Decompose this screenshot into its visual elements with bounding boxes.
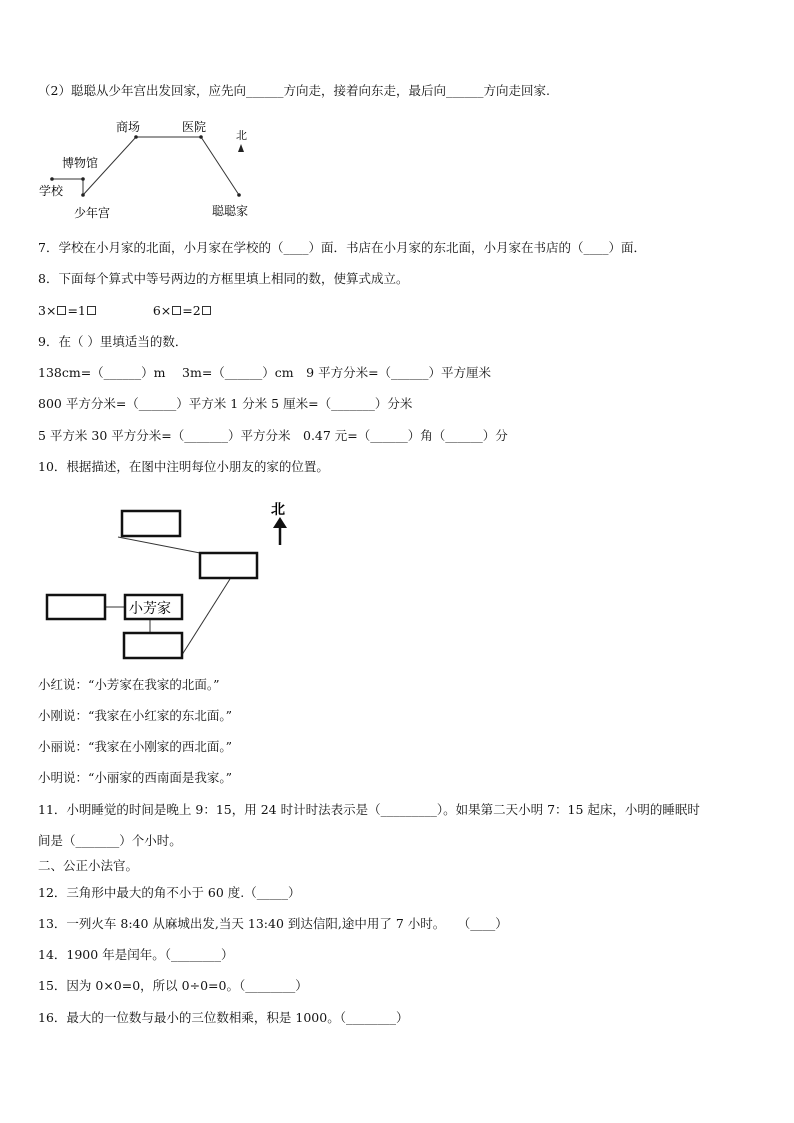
question-12: 12．三角形中最大的角不小于 60 度.（_____） [38,885,301,900]
blank-box-west[interactable] [47,595,105,619]
statement-xiaogang: 小刚说：“我家在小红家的东北面。” [38,708,233,723]
north-label: 北 [236,129,247,142]
question-11-line-2: 间是（_______）个小时。 [38,833,182,848]
label-museum: 博物馆 [62,156,99,170]
expr1-left: 3× [38,303,57,318]
statement-xiaoli: 小丽说：“我家在小刚家的西北面。” [38,739,233,754]
answer-box[interactable] [202,306,211,315]
blank-box-east[interactable] [200,553,257,578]
question-9-line-2: 800 平方分米=（______）平方米 1 分米 5 厘米=（_______）分米 [38,396,413,411]
question-10: 10．根据描述，在图中注明每位小朋友的家的位置。 [38,459,329,474]
label-school: 学校 [39,184,64,198]
label-mall: 商场 [116,120,141,134]
answer-box[interactable] [172,306,181,315]
label-youth-palace: 少年宫 [74,206,111,220]
north-label: 北 [271,502,285,518]
question-15: 15．因为 0×0=0，所以 0÷0=0。（________） [38,978,308,993]
question-7: 7．学校在小月家的北面，小月家在学校的（____）面．书店在小月家的东北面，小月家在书店的（____）面． [38,240,646,255]
blank-box-northwest[interactable] [122,511,180,536]
label-hospital: 医院 [182,120,207,134]
label-congcong-home: 聪聪家 [212,204,249,218]
expr2-left: 6× [152,303,172,318]
question-9-line-3: 5 平方米 30 平方分米=（_______）平方分米 0.47 元=（______）角（______）分 [38,428,508,443]
xiaofang-home-label: 小芳家 [129,601,171,617]
question-8: 8．下面每个算式中等号两边的方框里填上相同的数，使算式成立。 [38,271,409,286]
question-8-expressions [38,303,212,319]
question-6-part-2: （2）聪聪从少年宫出发回家，应先向______方向走，接着向东走，最后向______方向走回家. [38,83,550,98]
expr2-right: =2 [182,303,201,318]
route-map [36,115,266,225]
question-14: 14．1900 年是闰年。（________） [38,947,234,962]
statement-xiaoming: 小明说：“小丽家的西南面是我家。” [38,770,233,785]
question-13: 13．一列火车 8:40 从麻城出发,当天 13:40 到达信阳,途中用了 7 小时。 （____） [38,916,508,931]
question-11-line-1: 11．小明睡觉的时间是晚上 9：15，用 24 时计时法表示是（_________）。如果第二天小明 7：15 起床，小明的睡眠时 [38,802,700,817]
north-arrow-icon [238,144,244,152]
section-2-title: 二、公正小法官。 [38,858,139,873]
statement-xiaohong: 小红说：“小芳家在我家的北面。” [38,677,220,692]
question-9: 9．在（ ）里填适当的数． [38,334,188,349]
expr1-right: =1 [67,303,86,318]
answer-box[interactable] [87,306,96,315]
house-location-map [40,495,300,670]
question-16: 16．最大的一位数与最小的三位数相乘，积是 1000。（________） [38,1010,409,1025]
question-9-line-1: 138cm=（______）m 3m=（______）cm 9 平方分米=（______）平方厘米 [38,365,492,380]
blank-box-south[interactable] [124,633,182,658]
answer-box[interactable] [57,306,66,315]
